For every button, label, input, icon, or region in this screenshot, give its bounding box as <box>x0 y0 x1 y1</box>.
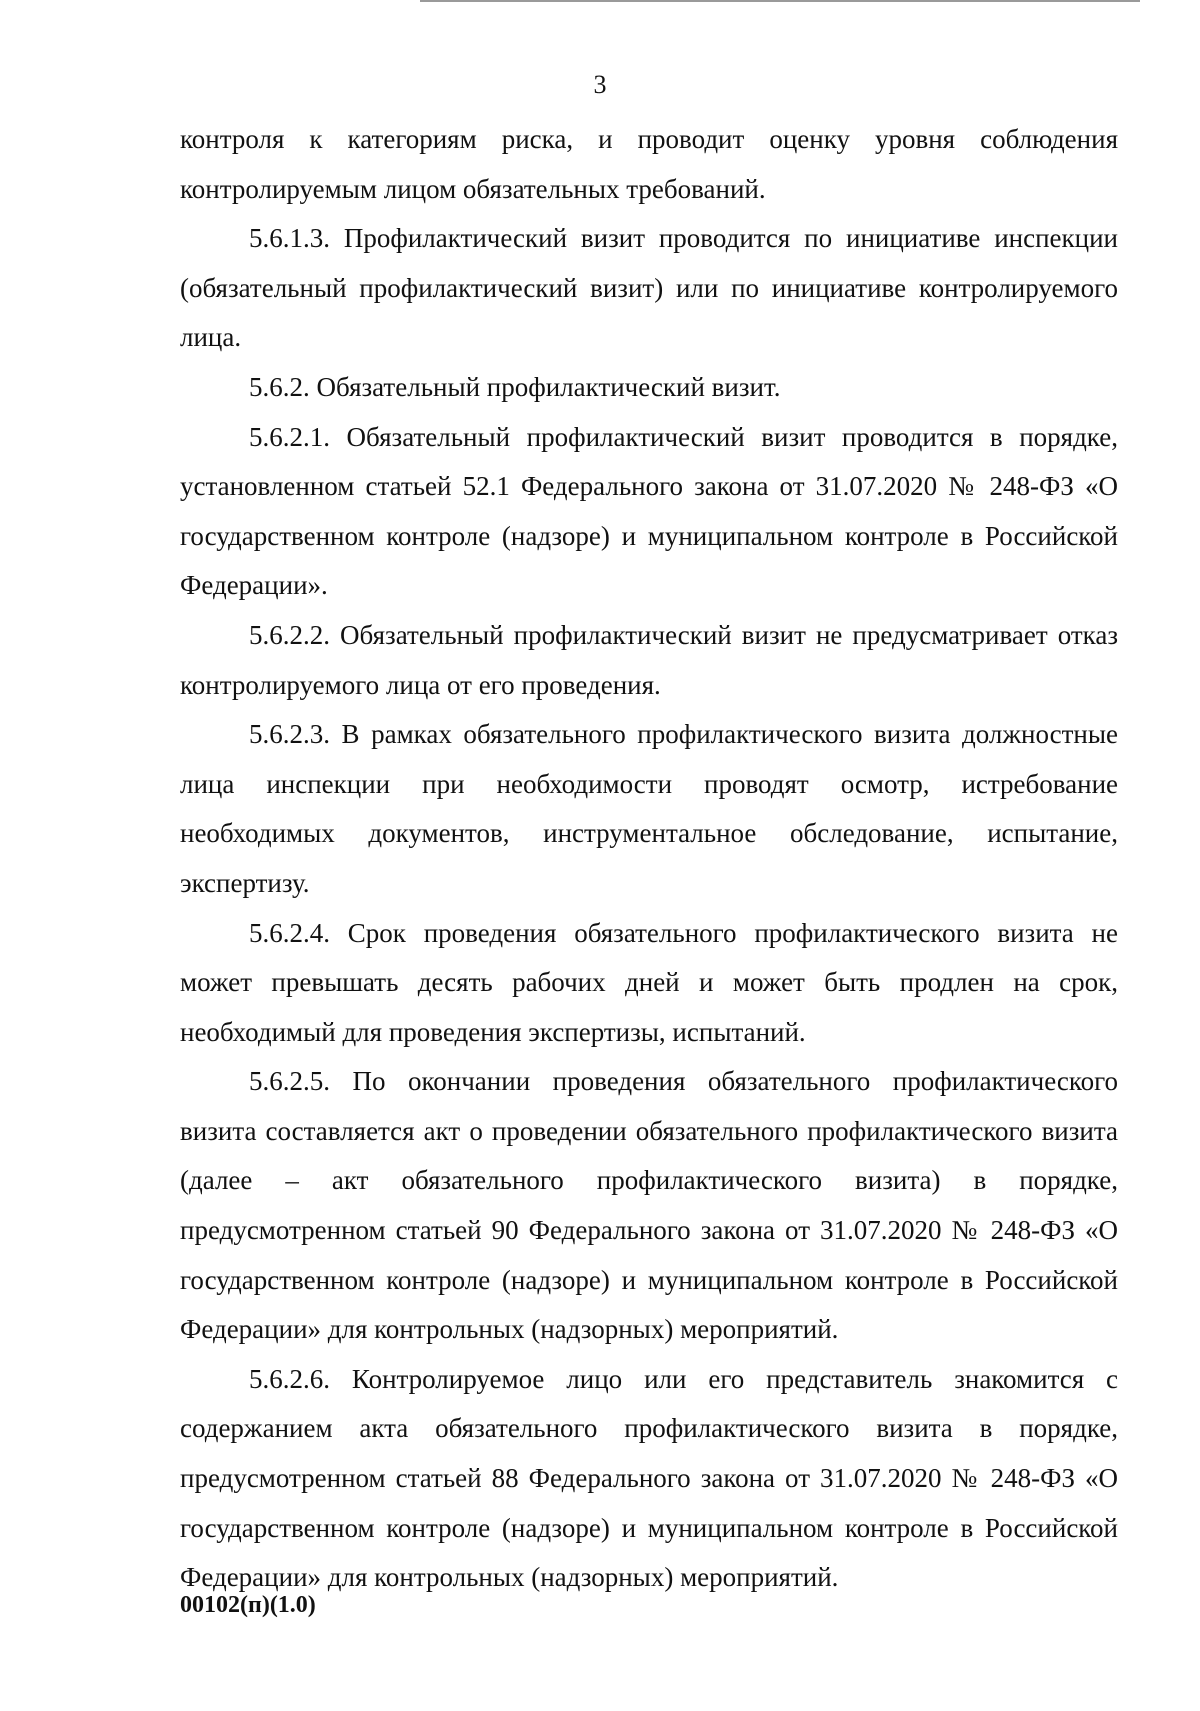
top-edge-line <box>420 0 1140 2</box>
paragraph-5-6-2-1: 5.6.2.1. Обязательный профилактический визит проводится в порядке, установленном статьей 52.1 Федерального закона от 31.07.2020 № 248-ФЗ «О государственном контроле (надзоре) и муниципальном контроле в Российской Федерации». <box>180 421 1118 601</box>
paragraph-5-6-1-3: 5.6.1.3. Профилактический визит проводится по инициативе инспекции (обязательный профилактический визит) или по инициативе контролируемого лица. <box>180 223 1118 353</box>
paragraph-5-6-2-3: 5.6.2.3. В рамках обязательного профилактического визита должностные лица инспекции при необходимости проводят осмотр, истребование необходимых документов, инструментальное обследование, испытание, экспертизу. <box>180 719 1118 898</box>
paragraph-continuation: контроля к категориям риска, и проводит оценку уровня соблюдения контролируемым лицом обязательных требований. <box>180 124 1118 204</box>
body-text <box>180 115 1118 1603</box>
paragraph-5-6-2-2: 5.6.2.2. Обязательный профилактический визит не предусматривает отказ контролируемого лица от его проведения. <box>180 619 1118 700</box>
paragraph-5-6-2-5: 5.6.2.5. По окончании проведения обязательного профилактического визита составляется акт о проведении обязательного профилактического визита (далее – акт обязательного профилактического визита) в порядке, предусмотренном статьей 90 Федерального закона от 31.07.2020 № 248-ФЗ «О государственном контроле (надзоре) и муниципальном контроле в Российской Федерации» для контрольных (надзорных) мероприятий. <box>180 1066 1118 1345</box>
paragraph-5-6-2: 5.6.2. Обязательный профилактический визит. <box>249 371 781 402</box>
paragraph-5-6-2-4: 5.6.2.4. Срок проведения обязательного профилактического визита не может превышать десять рабочих дней и может быть продлен на срок, необходимый для проведения экспертизы, испытаний. <box>180 917 1118 1047</box>
page-number: 3 <box>593 70 607 99</box>
paragraph-5-6-2-6: 5.6.2.6. Контролируемое лицо или его представитель знакомится с содержанием акта обязательного профилактического визита в порядке, предусмотренном статьей 88 Федерального закона от 31.07.2020 № 248-ФЗ «О государственном контроле (надзоре) и муниципальном контроле в Российской Федерации» для контрольных (надзорных) мероприятий. <box>180 1363 1118 1593</box>
document-code: 00102(п)(1.0) <box>180 1592 316 1618</box>
